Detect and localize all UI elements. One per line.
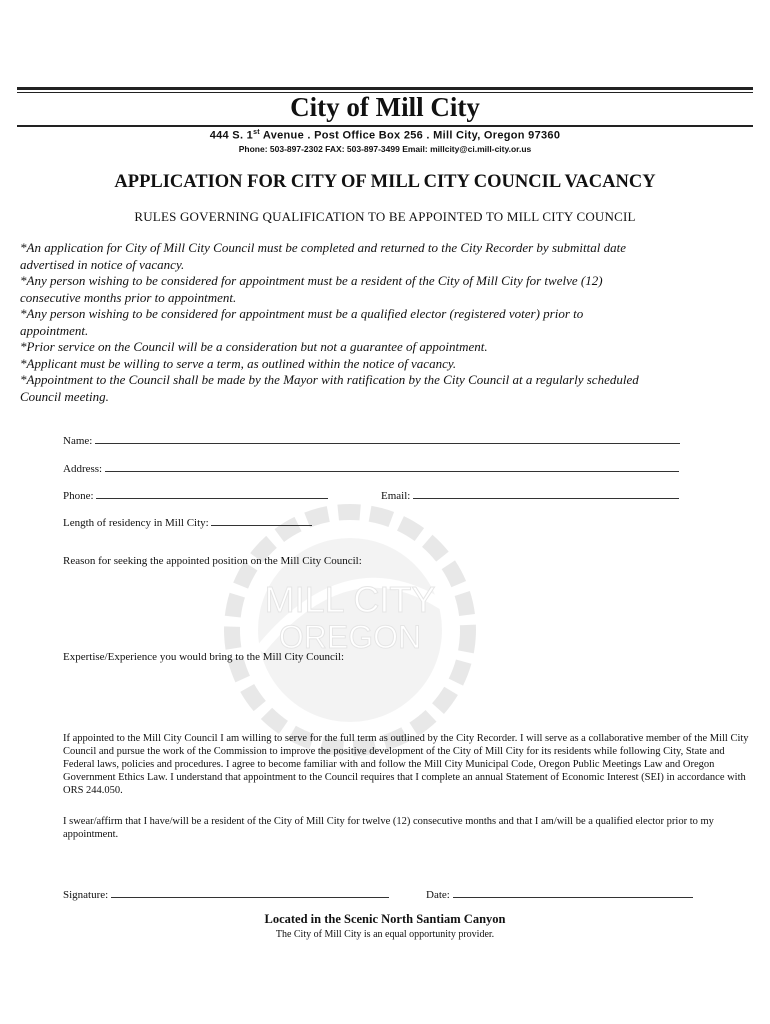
name-line[interactable]: [95, 432, 680, 444]
commitment-paragraph: If appointed to the Mill City Council I am willing to serve for the full term as outlined by the City Recorder. I will serve as a collaborative member of the Mill City Council and pursue the work of the Commission to improve the positive development of the City of Mill City for its residents while following City, State and Federal laws, policies and procedures. I agree to become familiar with and follow the Mill City Municipal Code, Oregon Public Meetings Law and Oregon Government Ethics Law. I understand that appointment to the Council requires that I complete an annual Statement of Economic Interest (SEI) in accordance with ORS 244.050.: [63, 733, 749, 796]
header-bottom-rule-thick: [17, 125, 753, 127]
rules-list: [20, 240, 750, 405]
header-top-rule-thick: [17, 87, 753, 90]
footer-location: Located in the Scenic North Santiam Canyon: [264, 912, 506, 926]
rule-line: *Prior service on the Council will be a consideration but not a guarantee of appointment.: [20, 339, 488, 354]
phone-line[interactable]: [96, 487, 328, 499]
email-label: Email:: [381, 490, 411, 502]
watermark-text-line2: OREGON: [278, 619, 422, 655]
rule-line: *An application for City of Mill City Council must be completed and returned to the City Recorder by submittal date: [20, 240, 626, 255]
rule-line: *Applicant must be willing to serve a term, as outlined within the notice of vacancy.: [20, 355, 457, 371]
rule-line: *Any person wishing to be considered for appointment must be a qualified elector (registered voter) prior to: [20, 306, 584, 321]
expertise-label: Expertise/Experience you would bring to the Mill City Council:: [63, 651, 345, 663]
rule-line: appointment.: [20, 322, 89, 338]
application-title: APPLICATION FOR CITY OF MILL CITY COUNCIL VACANCY: [114, 172, 656, 192]
rule-line: *Any person wishing to be considered for appointment must be a resident of the City of Mill City for twelve (12): [20, 273, 603, 288]
rule-line: consecutive months prior to appointment.: [20, 289, 237, 305]
date-label: Date:: [426, 889, 450, 901]
phone-label: Phone:: [63, 490, 94, 502]
date-line[interactable]: [453, 886, 693, 898]
rule-line: Council meeting.: [20, 388, 109, 404]
rules-heading: RULES GOVERNING QUALIFICATION TO BE APPOINTED TO MILL CITY COUNCIL: [134, 209, 636, 224]
signature-label: Signature:: [63, 889, 109, 901]
reason-label: Reason for seeking the appointed position on the Mill City Council:: [63, 555, 362, 567]
reason-answer-area[interactable]: [63, 572, 751, 642]
affirmation-paragraph: I swear/affirm that I have/will be a resident of the City of Mill City for twelve (12) consecutive months and that I am/will be a qualified elector prior to my appointment.: [63, 816, 714, 840]
address-label: Address:: [63, 463, 103, 475]
watermark-text-line1: MILL CITY: [264, 579, 436, 620]
email-line[interactable]: [413, 487, 679, 499]
rule-line: *Appointment to the Council shall be made by the Mayor with ratification by the City Council at a regularly scheduled: [20, 372, 639, 387]
date-field[interactable]: [426, 886, 693, 901]
signature-field[interactable]: [63, 886, 389, 901]
residency-line[interactable]: [211, 514, 312, 526]
address-line[interactable]: [105, 460, 679, 472]
city-name: City of Mill City: [290, 92, 480, 122]
name-label: Name:: [63, 435, 93, 447]
contact-line: Phone: 503-897-2302 FAX: 503-897-3499 Email: millcity@ci.mill-city.or.us: [238, 144, 532, 154]
rule-line: advertised in notice of vacancy.: [20, 256, 185, 272]
residency-label: Length of residency in Mill City:: [63, 517, 209, 529]
email-field[interactable]: [381, 487, 679, 502]
footer-equal-opportunity: The City of Mill City is an equal opportunity provider.: [275, 929, 495, 940]
expertise-answer-area[interactable]: [63, 668, 751, 728]
signature-line[interactable]: [111, 886, 389, 898]
address-line: 444 S. 1st Avenue . Post Office Box 256 . Mill City, Oregon 97360: [209, 129, 561, 142]
phone-field[interactable]: [63, 487, 328, 502]
name-field[interactable]: [63, 432, 680, 447]
address-field[interactable]: [63, 460, 679, 475]
residency-field[interactable]: [63, 514, 312, 529]
